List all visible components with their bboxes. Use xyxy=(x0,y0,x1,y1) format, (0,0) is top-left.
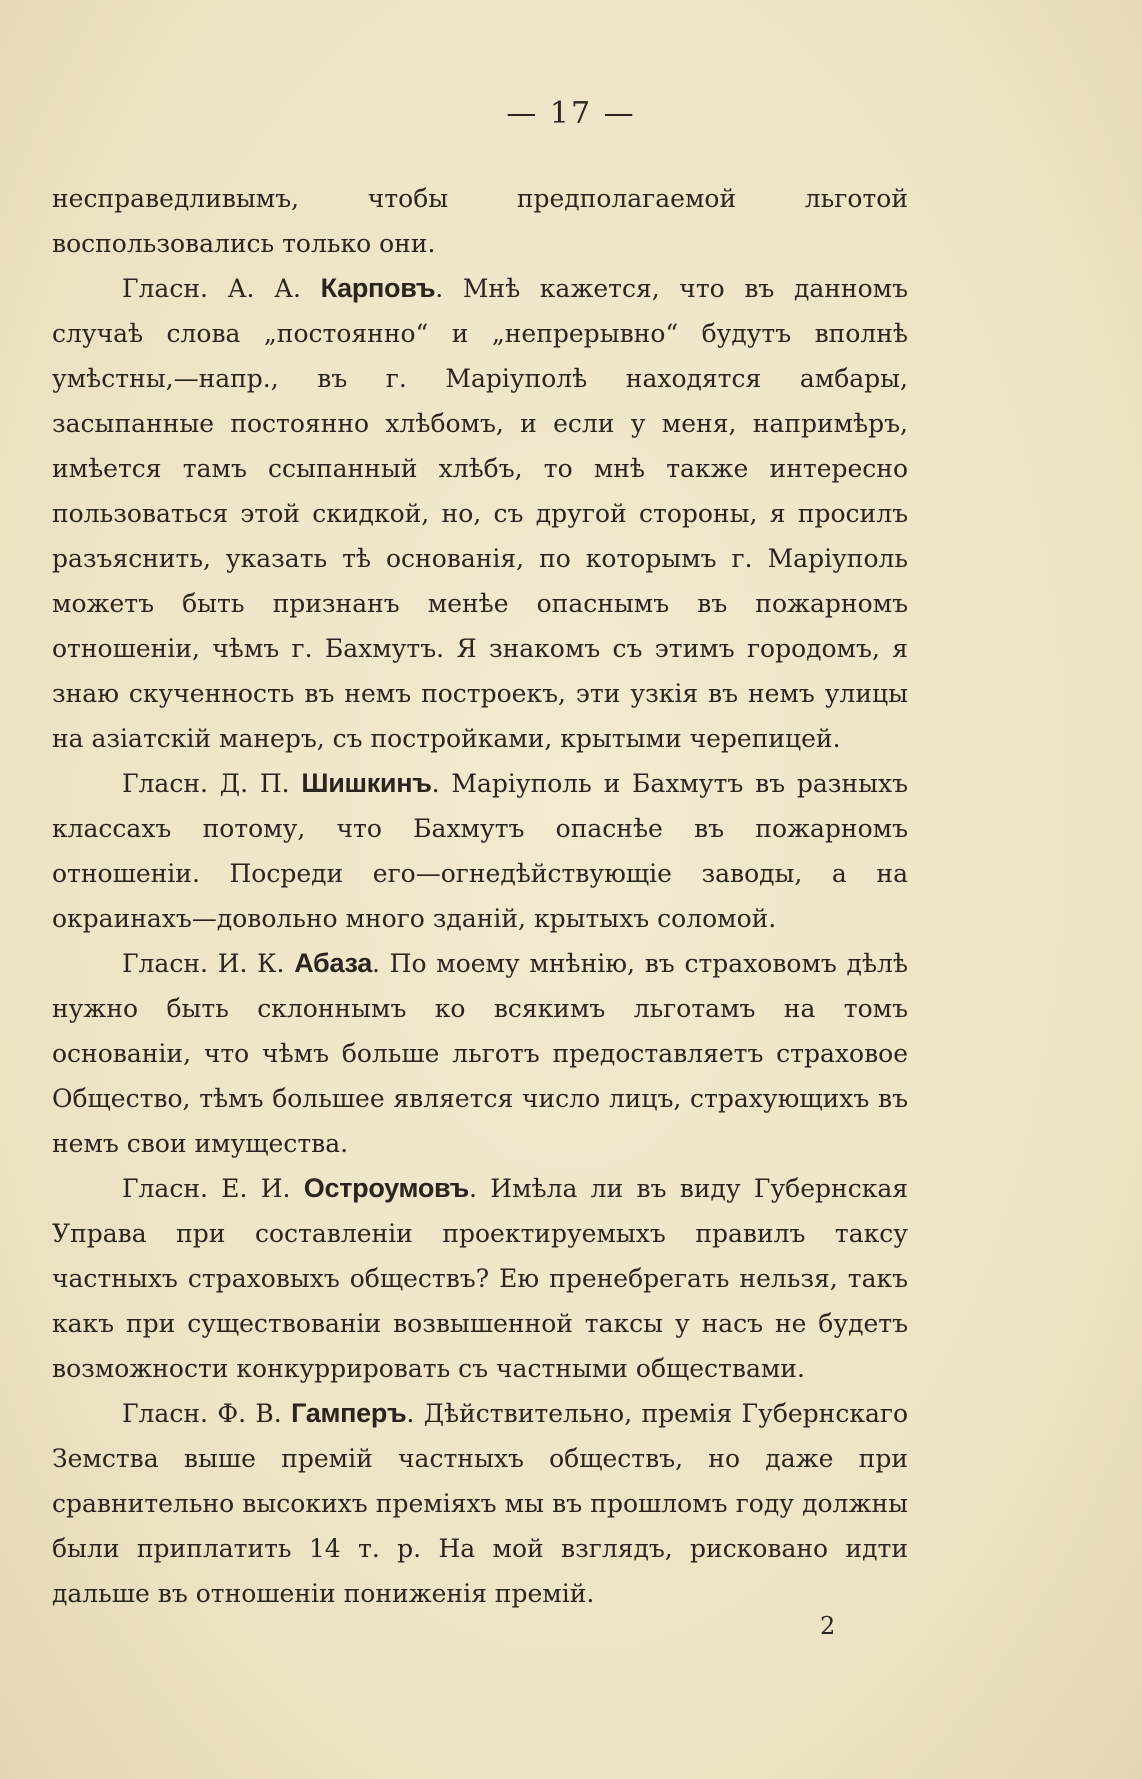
paragraph-text: . Имѣла ли въ виду Губернская Управа при составленіи проектируемыхъ правилъ таксу частныхъ страховыхъ обществъ? Ею пренебрегать нельзя, такъ какъ при существованіи возвышенной таксы у насъ не будетъ возможности конкуррировать съ частными обществами. xyxy=(52,1174,908,1383)
speaker-prefix: Гласн. Д. П. xyxy=(122,769,302,798)
speaker-prefix: Гласн. И. К. xyxy=(122,949,295,978)
paragraph-abaza xyxy=(52,941,908,1166)
speaker-prefix: Гласн. Ф. В. xyxy=(122,1399,292,1428)
speaker-prefix: Гласн. А. А. xyxy=(122,274,321,303)
speaker-name: Карповъ xyxy=(320,273,436,303)
paragraph-text: . Дѣйствительно, премія Губернскаго Земства выше премій частныхъ обществъ, но даже при сравнительно высокихъ преміяхъ мы въ прошломъ году должны были приплатить 14 т. р. На мой взглядъ, рисковано идти дальше въ отношеніи пониженія премій. xyxy=(52,1399,909,1608)
paragraph-text: . Маріуполь и Бахмутъ въ разныхъ классахъ потому, что Бахмутъ опаснѣе въ пожарномъ отношеніи. Посреди его—огнедѣйствующіе заводы, а на окраинахъ—довольно много зданій, крытыхъ соломой. xyxy=(52,769,908,933)
page-number: — 17 — xyxy=(506,96,636,131)
paragraph-text: несправедливымъ, чтобы предполагаемой льготой воспользовались только они. xyxy=(52,184,908,258)
paragraph-gamper xyxy=(52,1391,908,1616)
speaker-prefix: Гласн. Е. И. xyxy=(122,1174,304,1203)
paragraph-ostroumov xyxy=(52,1166,908,1391)
paragraph-text: . По моему мнѣнію, въ страховомъ дѣлѣ нужно быть склоннымъ ко всякимъ льготамъ на томъ основаніи, что чѣмъ больше льготъ предоставляетъ страховое Общество, тѣмъ большее является число лицъ, страхующихъ въ немъ свои имущества. xyxy=(52,949,908,1158)
speaker-name: Шишкинъ xyxy=(301,768,432,798)
speaker-name: Абаза xyxy=(294,948,372,978)
body-text xyxy=(52,176,908,1616)
paragraph-karpov xyxy=(52,266,908,761)
paragraph-continuation xyxy=(52,176,908,266)
paragraph-text: . Мнѣ кажется, что въ данномъ случаѣ слова „постоянно“ и „непрерывно“ будутъ вполнѣ умѣстны,—напр., въ г. Маріуполѣ находятся амбары, засыпанные постоянно хлѣбомъ, и если у меня, напримѣръ, имѣется тамъ ссыпанный хлѣбъ, то мнѣ также интересно пользоваться этой скидкой, но, съ другой стороны, я просилъ разъяснить, указать тѣ основанія, по которымъ г. Маріуполь можетъ быть признанъ менѣе опаснымъ въ пожарномъ отношеніи, чѣмъ г. Бахмутъ. Я знакомъ съ этимъ городомъ, я знаю скученность въ немъ построекъ, эти узкія въ немъ улицы на азіатскій манеръ, съ постройками, крытыми черепицей. xyxy=(52,274,908,753)
signature-mark: 2 xyxy=(820,1612,836,1640)
speaker-name: Гамперъ xyxy=(291,1398,407,1428)
speaker-name: Остроумовъ xyxy=(303,1173,470,1203)
paragraph-shishkin xyxy=(52,761,908,941)
